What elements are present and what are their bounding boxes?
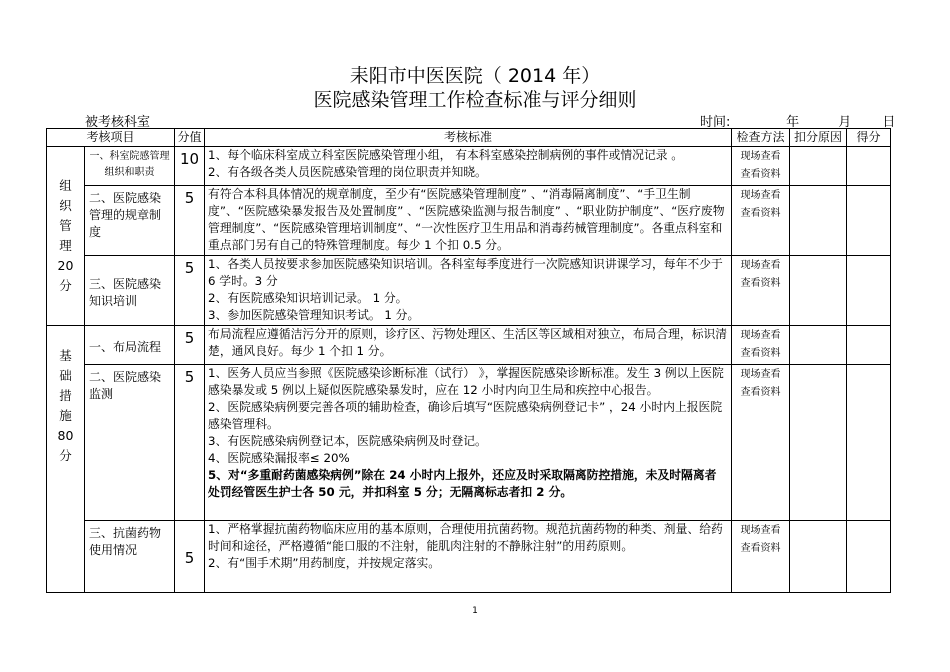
item-score: 10 — [175, 147, 205, 186]
item-standard: 1、严格掌握抗菌药物临床应用的基本原则，合理使用抗菌药物。规范抗菌药物的种类、剂量、给药时间和途径，严格遵循“能口服的不注射，能肌肉注射的不静脉注射”的用药原则。 2、有“围手术期”用药制度，并按规定落实。 — [205, 521, 732, 593]
item-standard: 1、各类人员按要求参加医院感染知识培训。各科室每季度进行一次院感知识讲课学习，每年不少于 6 学时。3 分 2、有医院感染知识培训记录。 1 分。 3、参加医院感染管理知识考试。 1 分。 — [205, 256, 732, 326]
score-cell[interactable] — [847, 365, 891, 521]
day-label: 日 — [882, 115, 896, 130]
check-method: 现场查看 查看资料 — [732, 365, 790, 521]
header-method: 检查方法 — [732, 129, 790, 147]
score-cell[interactable] — [847, 256, 891, 326]
item-name: 三、抗菌药物使用情况 — [85, 521, 175, 593]
page-number: 1 — [472, 606, 478, 616]
item-name: 三、医院感染知识培训 — [85, 256, 175, 326]
item-name: 一、布局流程 — [85, 326, 175, 365]
deduction-reason-cell[interactable] — [790, 326, 847, 365]
check-method: 现场查看 查看资料 — [732, 186, 790, 256]
deduction-reason-cell[interactable] — [790, 186, 847, 256]
header-score: 分值 — [175, 129, 205, 147]
item-score: 5 — [175, 256, 205, 326]
category-organization: 组 织 管 理 20 分 — [47, 147, 85, 326]
assessment-table — [46, 128, 891, 593]
table-row — [47, 365, 891, 521]
table-row — [47, 186, 891, 256]
document-title: 耒阳市中医医院（ 2014 年） — [349, 65, 601, 87]
deduction-reason-cell[interactable] — [790, 521, 847, 593]
deduction-reason-cell[interactable] — [790, 365, 847, 521]
item-standard: 1、医务人员应当参照《医院感染诊断标准（试行） 》，掌握医院感染诊断标准。发生 3 例以上医院感染暴发或 5 例以上疑似医院感染暴发时，应在 12 小时内向卫生局和疾控中心报告。 2、医院感染病例要完善各项的辅助检查，确诊后填写“医院感染病例登记卡” ，24 小时内上报医院感染管理科。 3、有医院感染病例登记本，医院感染病例及时登记。 4、医院感染漏报率≤ 20% 5、对“多重耐药菌感染病例”除在 24 小时内上报外，还应及时采取隔离防控措施，未及时隔离者处罚经管医生护士各 50 元，并扣科室 5 分；无隔离标志者扣 2 分。 — [205, 365, 732, 521]
table-row — [47, 521, 891, 593]
score-cell[interactable] — [847, 326, 891, 365]
item-name: 二、医院感染监测 — [85, 365, 175, 521]
score-cell[interactable] — [847, 186, 891, 256]
category-basic-measures: 基 础 措 施 80 分 — [47, 326, 85, 593]
time-label: 时间: — [700, 115, 731, 130]
score-cell[interactable] — [847, 521, 891, 593]
item-name: 一、科室院感管理组织和职责 — [85, 147, 175, 186]
item-score: 5 — [175, 326, 205, 365]
dept-label: 被考核科室 — [85, 115, 151, 130]
header-final-score: 得分 — [847, 129, 891, 147]
item-score: 5 — [175, 365, 205, 521]
header-deduction-reason: 扣分原因 — [790, 129, 847, 147]
header-standard: 考核标准 — [205, 129, 732, 147]
table-row — [47, 326, 891, 365]
year-label: 年 — [786, 115, 800, 130]
table-row — [47, 147, 891, 186]
deduction-reason-cell[interactable] — [790, 147, 847, 186]
item-standard: 布局流程应遵循洁污分开的原则，诊疗区、污物处理区、生活区等区域相对独立，布局合理，标识清楚，通风良好。每少 1 个扣 1 分。 — [205, 326, 732, 365]
check-method: 现场查看 查看资料 — [732, 147, 790, 186]
month-label: 月 — [838, 115, 852, 130]
table-row — [47, 256, 891, 326]
item-name: 二、医院感染管理的规章制度 — [85, 186, 175, 256]
score-cell[interactable] — [847, 147, 891, 186]
item-standard: 1、每个临床科室成立科室医院感染管理小组， 有本科室感染控制病例的事件或情况记录 。 2、有各级各类人员医院感染管理的岗位职责并知晓。 — [205, 147, 732, 186]
document-subtitle: 医院感染管理工作检查标准与评分细则 — [313, 89, 637, 111]
item-score: 5 — [175, 521, 205, 593]
check-method: 现场查看 查看资料 — [732, 256, 790, 326]
item-score: 5 — [175, 186, 205, 256]
item-standard: 有符合本科具体情况的规章制度，至少有“医院感染管理制度” 、“消毒隔离制度”、“手卫生制度”、“医院感染暴发报告及处置制度” 、“医院感染监测与报告制度” 、“职业防护制度”、“医疗废物管理制度”、“医院感染管理培训制度”、“一次性医疗卫生用品和消毒药械管理制度”。各重点科室和重点部门另有自己的特殊管理制度。每少 1 个扣 0.5 分。 — [205, 186, 732, 256]
deduction-reason-cell[interactable] — [790, 256, 847, 326]
table-header-row — [47, 129, 891, 147]
check-method: 现场查看 查看资料 — [732, 521, 790, 593]
check-method: 现场查看 查看资料 — [732, 326, 790, 365]
header-item: 考核项目 — [47, 129, 175, 147]
